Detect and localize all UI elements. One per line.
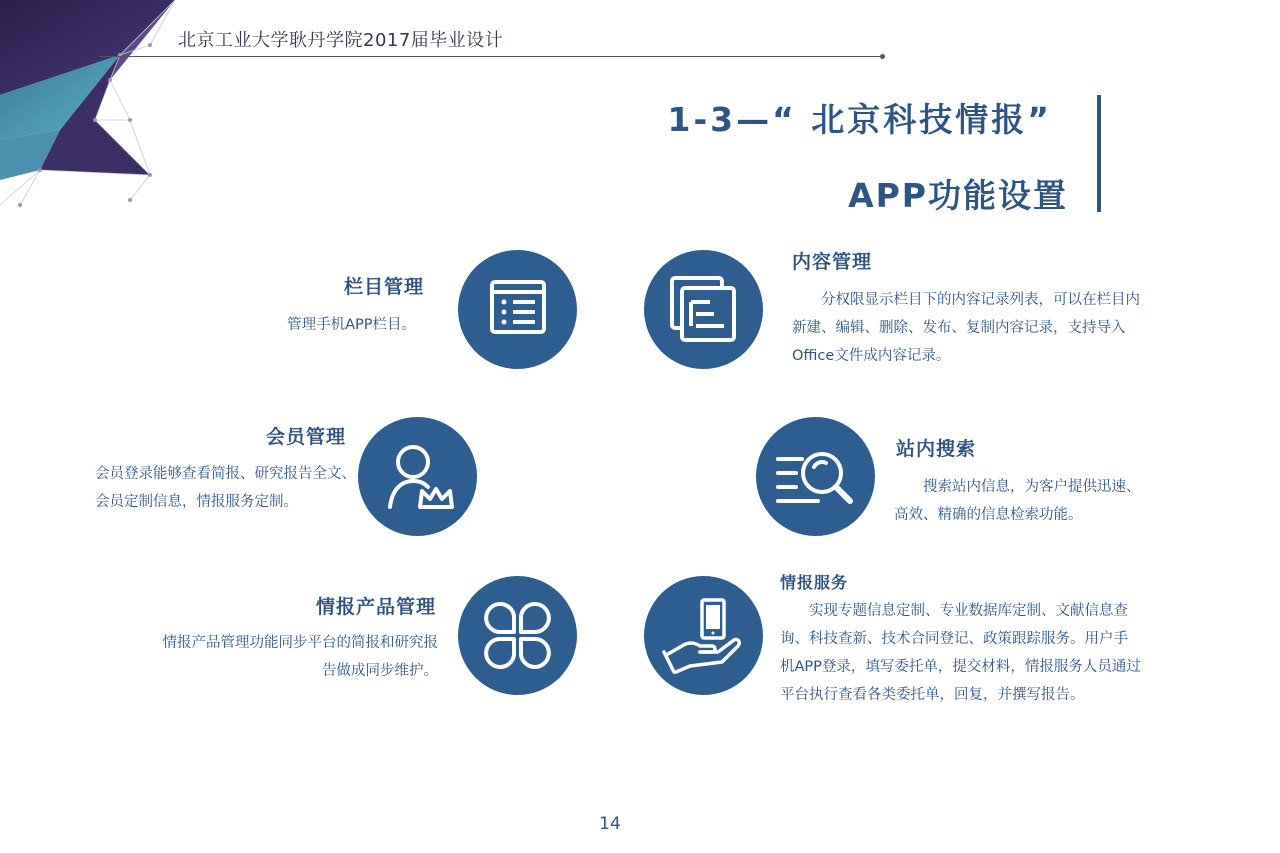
clover-icon bbox=[458, 576, 577, 695]
content-mgmt-circle bbox=[644, 250, 763, 369]
page-number: 14 bbox=[599, 814, 621, 834]
document-header: 北京工业大学耿丹学院2017届毕业设计 bbox=[178, 30, 504, 51]
column-mgmt-title: 栏目管理 bbox=[343, 276, 424, 298]
content-mgmt-desc: 分权限显示栏目下的内容记录列表，可以在栏目内新建、编辑、删除、发布、复制内容记录，支持导入Office文件成内容记录。 bbox=[792, 292, 1140, 364]
site-search-desc: 搜索站内信息，为客户提供迅速、高效、精确的信息检索功能。 bbox=[894, 479, 1141, 523]
header-divider-dot bbox=[880, 54, 885, 59]
intel-service-title: 情报服务 bbox=[780, 573, 849, 592]
intel-product-mgmt-title: 情报产品管理 bbox=[315, 596, 436, 618]
user-crown-icon bbox=[358, 417, 477, 536]
title-accent-bar bbox=[1097, 95, 1101, 212]
intel-service-desc: 实现专题信息定制、专业数据库定制、文献信息查询、科技查新、技术合同登记、政策跟踪服务。用户手机APP登录，填写委托单，提交材料，情报服务人员通过平台执行查看各类委托单，回复，并撰写报告。 bbox=[780, 603, 1141, 703]
stacked-documents-icon bbox=[644, 250, 763, 369]
member-mgmt-desc: 会员登录能够查看简报、研究报告全文、会员定制信息，情报服务定制。 bbox=[95, 466, 356, 510]
section-title: 1-3—“ 北京科技情报” bbox=[667, 100, 1052, 139]
list-document-icon bbox=[458, 250, 577, 369]
intel-product-mgmt-desc: 情报产品管理功能同步平台的简报和研究报告做成同步维护。 bbox=[162, 635, 438, 679]
intel-service-circle bbox=[644, 576, 763, 695]
section-subtitle: APP功能设置 bbox=[848, 176, 1068, 215]
column-mgmt-desc: 管理手机APP栏目。 bbox=[287, 317, 416, 333]
corner-polygon-art bbox=[0, 0, 200, 215]
site-search-circle bbox=[756, 417, 875, 536]
content-mgmt-title: 内容管理 bbox=[792, 251, 873, 273]
member-mgmt-title: 会员管理 bbox=[265, 426, 346, 448]
site-search-title: 站内搜索 bbox=[896, 438, 977, 460]
member-mgmt-circle bbox=[358, 417, 477, 536]
hand-holding-phone-icon bbox=[644, 576, 763, 695]
header-divider bbox=[100, 56, 882, 57]
column-mgmt-circle bbox=[458, 250, 577, 369]
intel-product-mgmt-circle bbox=[458, 576, 577, 695]
search-list-icon bbox=[756, 417, 875, 536]
